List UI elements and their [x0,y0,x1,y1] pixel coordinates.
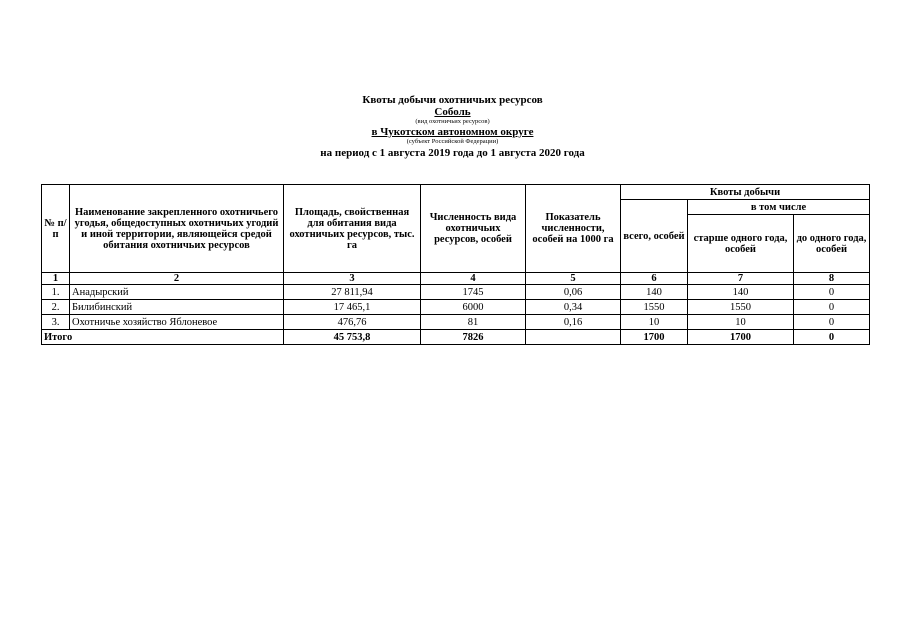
header-name: Наименование закрепленного охотничьего угодья, общедоступных охотничьих угодий и иной территории, являющейся средой обитания охотничьих ресурсов [70,185,284,273]
table-row [42,300,870,315]
row-name: Охотничье хозяйство Яблоневое [70,315,284,330]
totals-area: 45 753,8 [284,330,421,345]
row-area: 476,76 [284,315,421,330]
column-number: 5 [526,273,621,285]
row-area: 27 811,94 [284,285,421,300]
species-name: Соболь [434,106,471,118]
header-num: № п/п [42,185,70,273]
row-num: 3. [42,315,70,330]
totals-label: Итого [42,330,284,345]
totals-older: 1700 [688,330,794,345]
header-younger: до одного года, особей [794,215,870,273]
totals-total: 1700 [621,330,688,345]
row-density: 0,06 [526,285,621,300]
column-number: 6 [621,273,688,285]
row-total: 1550 [621,300,688,315]
region-name: в Чукотском автономном округе [371,126,534,138]
row-area: 17 465,1 [284,300,421,315]
column-number: 3 [284,273,421,285]
row-num: 1. [42,285,70,300]
row-population: 6000 [421,300,526,315]
header-including: в том числе [688,200,870,215]
header-total: всего, особей [621,200,688,273]
column-number: 2 [70,273,284,285]
row-num: 2. [42,300,70,315]
row-total: 10 [621,315,688,330]
column-number: 8 [794,273,870,285]
row-older: 1550 [688,300,794,315]
column-number: 4 [421,273,526,285]
row-older: 140 [688,285,794,300]
table-row [42,285,870,300]
header-density: Показатель численности, особей на 1000 га [526,185,621,273]
totals-population: 7826 [421,330,526,345]
header-population: Численность вида охотничьих ресурсов, особей [421,185,526,273]
species-note: (вид охотничьих ресурсов) [415,118,490,125]
row-population: 81 [421,315,526,330]
row-younger: 0 [794,285,870,300]
region-note: (субъект Российской Федерации) [406,138,499,145]
row-density: 0,16 [526,315,621,330]
row-population: 1745 [421,285,526,300]
totals-density [526,330,621,345]
header-older: старше одного года, особей [688,215,794,273]
totals-younger: 0 [794,330,870,345]
header-area: Площадь, свойственная для обитания вида охотничьих ресурсов, тыс. га [284,185,421,273]
row-name: Анадырский [70,285,284,300]
row-younger: 0 [794,315,870,330]
row-older: 10 [688,315,794,330]
table-row [42,315,870,330]
document-title: Квоты добычи охотничьих ресурсов [362,94,543,106]
document-header [0,94,905,160]
period: на период с 1 августа 2019 года до 1 августа 2020 года [320,147,585,159]
column-numbers-row [42,273,870,285]
column-number: 7 [688,273,794,285]
row-younger: 0 [794,300,870,315]
row-total: 140 [621,285,688,300]
quota-table [41,184,870,345]
row-density: 0,34 [526,300,621,315]
column-number: 1 [42,273,70,285]
row-name: Билибинский [70,300,284,315]
header-quota: Квоты добычи [621,185,870,200]
totals-row [42,330,870,345]
